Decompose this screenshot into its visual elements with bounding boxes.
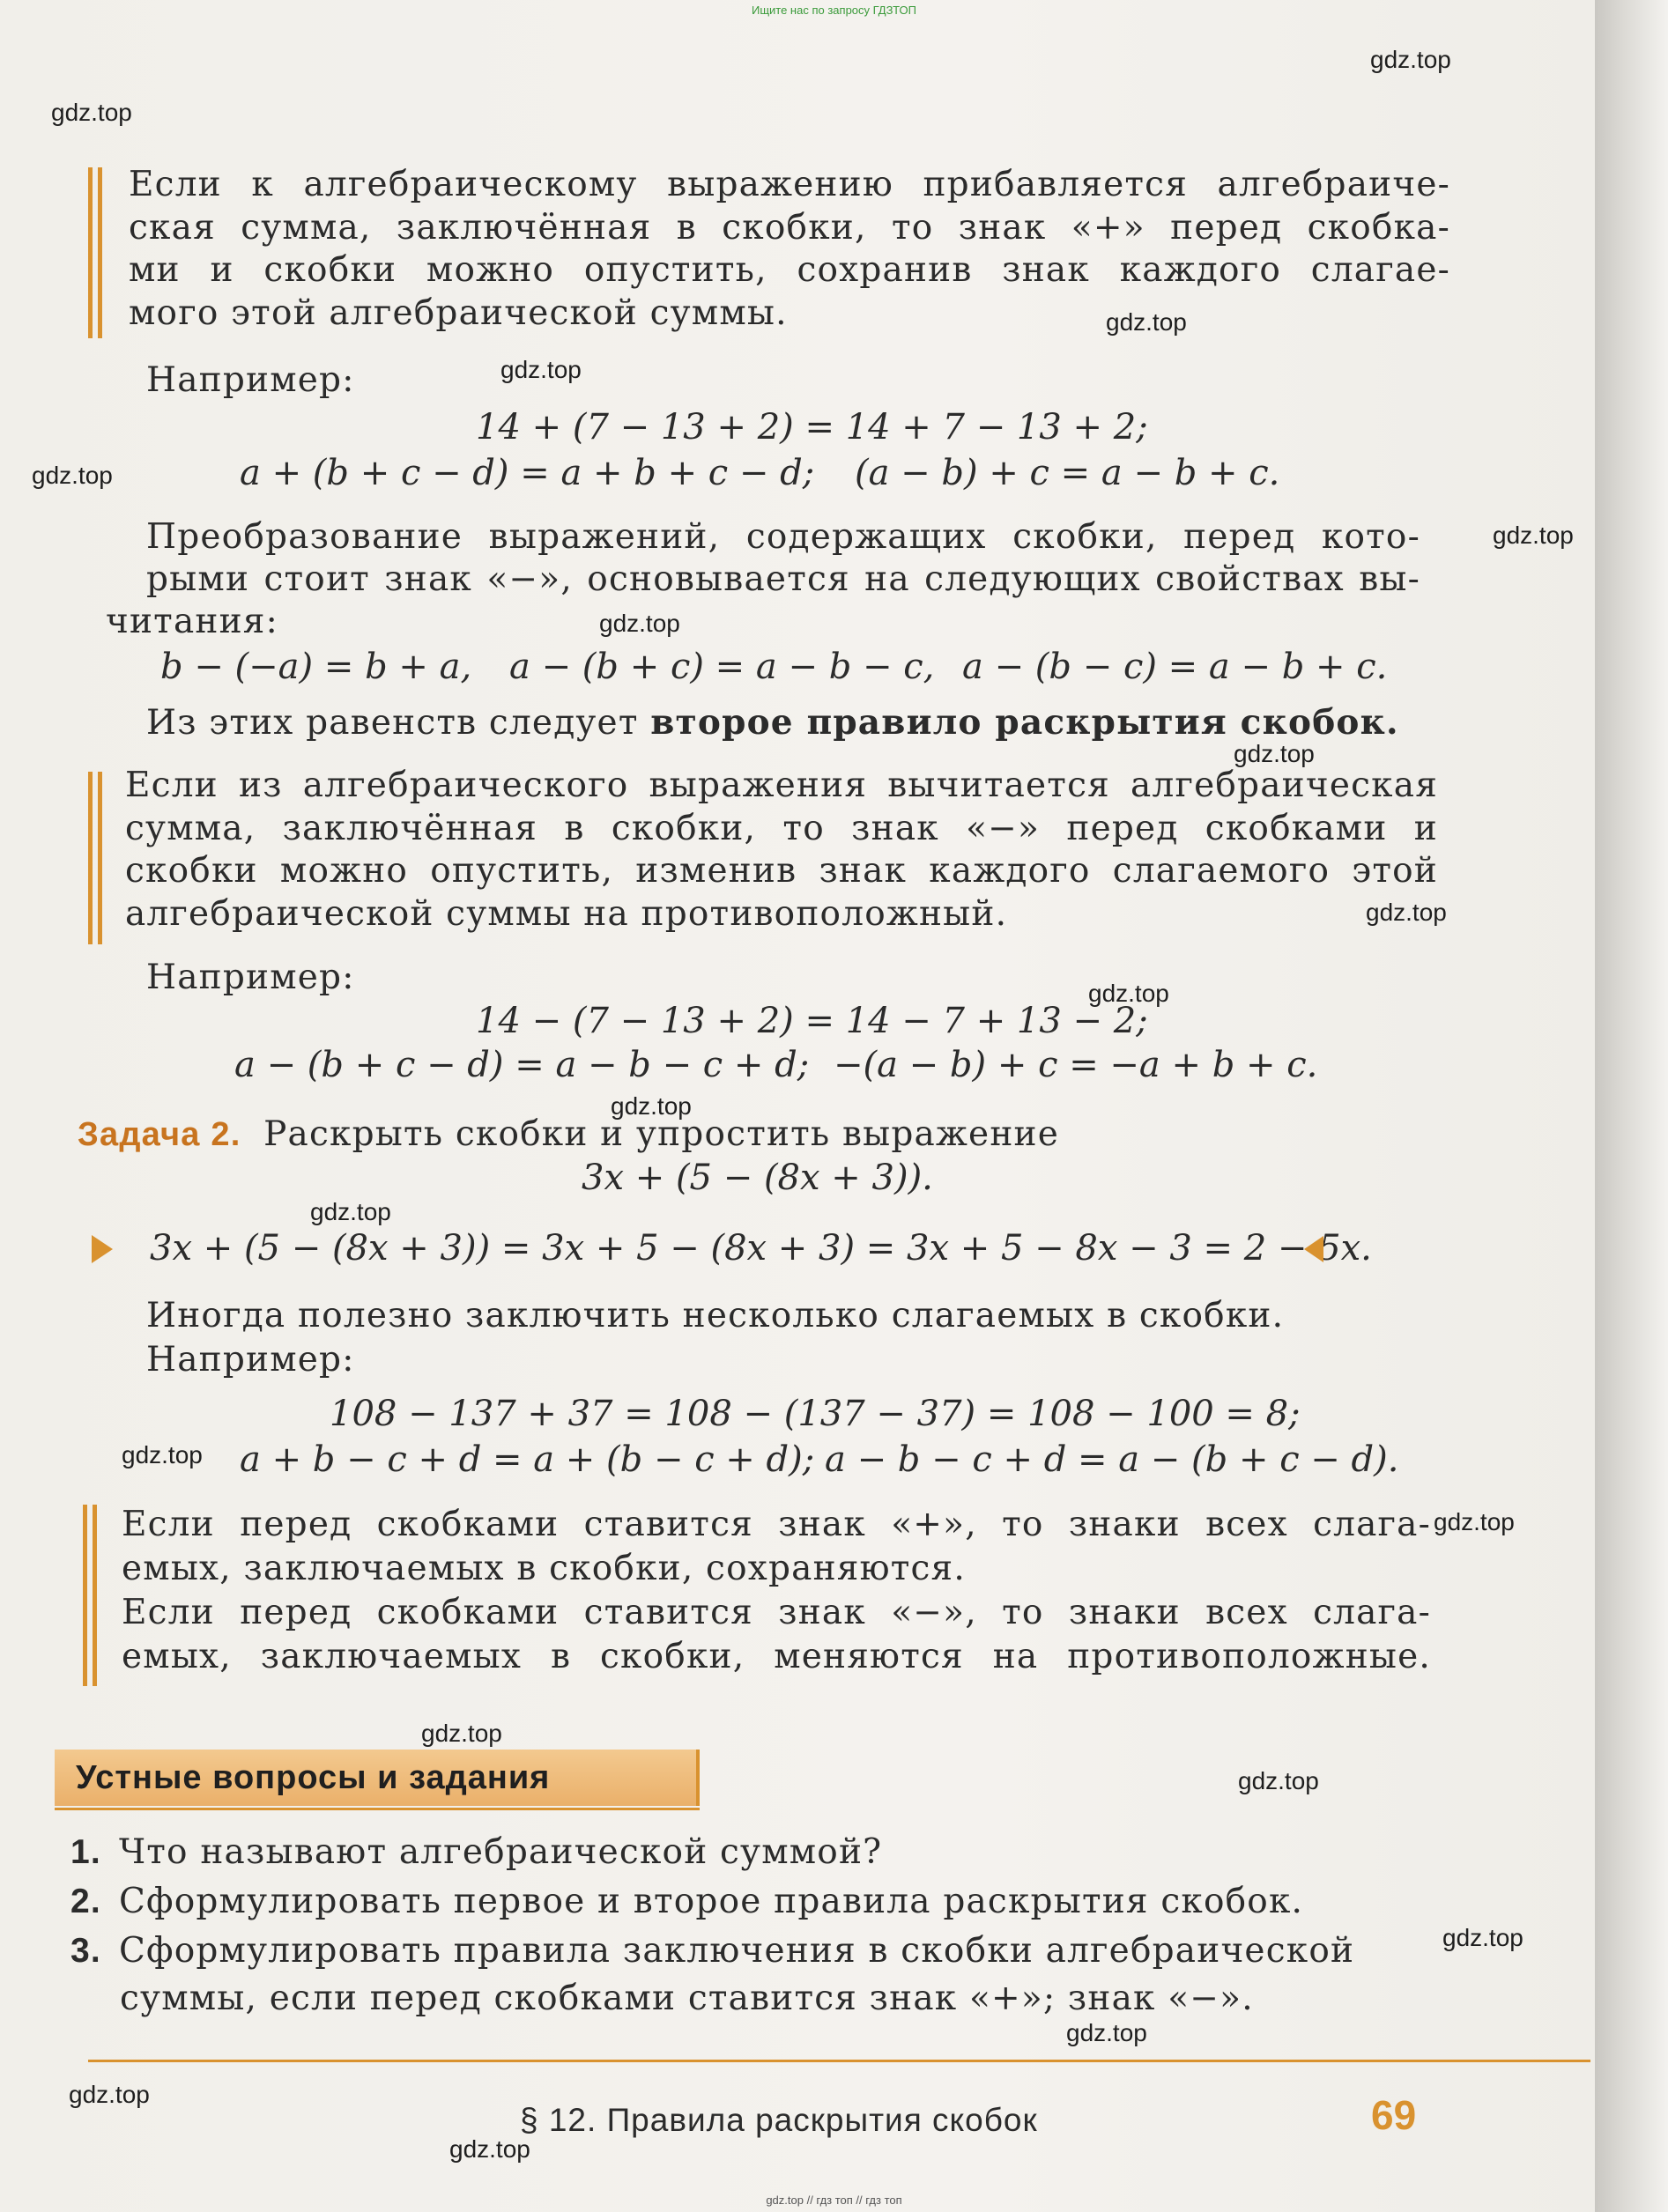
transform-paragraph: [146, 516, 1420, 601]
rule-3-line: емых, заключаемых в скобки, меняются на противоположные.: [122, 1637, 1431, 1676]
question-text-cont: суммы, если перед скобками ставится знак «+»; знак «−».: [120, 1979, 1254, 2018]
conclusion: [146, 701, 1399, 744]
question-text: Сформулировать первое и второе правила раскрытия скобок.: [118, 1882, 1304, 1921]
watermark: gdz.top: [611, 1092, 692, 1120]
example-label: Например:: [146, 360, 355, 400]
question-number: 2.: [70, 1883, 101, 1920]
book-spine: [1595, 0, 1668, 2212]
watermark: gdz.top: [421, 1720, 502, 1747]
transform-line: читания:: [106, 602, 278, 641]
watermark: gdz.top: [122, 1441, 203, 1469]
formula: −(a − b) + c = −a + b + c.: [834, 1045, 1318, 1085]
watermark: gdz.top: [500, 356, 582, 383]
page-number: 69: [1371, 2092, 1417, 2138]
rule-1-line: ми и скобки можно опустить, сохранив знак каждого слагае-: [129, 250, 1450, 290]
watermark: gdz.top: [449, 2135, 530, 2163]
watermark: gdz.top: [1434, 1508, 1515, 1535]
task-expression: 3x + (5 − (8x + 3)).: [582, 1158, 933, 1198]
questions-heading: Устные вопросы и задания: [55, 1750, 700, 1806]
formula: a − (b + c − d) = a − b − c + d;: [234, 1045, 810, 1085]
watermark: gdz.top: [1066, 2019, 1147, 2046]
question-item: [70, 1931, 1354, 1971]
task: [78, 1113, 1059, 1156]
watermark: gdz.top: [1442, 1924, 1523, 1951]
rule-1-line: Если к алгебраическому выражению прибавляется алгебраиче-: [129, 165, 1450, 204]
transform-line: Преобразование выражений, содержащих скобки, перед кото-: [146, 517, 1420, 557]
rule-3: [81, 1503, 1431, 1679]
section-title: § 12. Правила раскрытия скобок: [520, 2102, 1038, 2138]
watermark: gdz.top: [1370, 46, 1451, 73]
task-label: Задача 2.: [78, 1116, 241, 1153]
watermark: gdz.top: [1234, 740, 1315, 767]
watermark: gdz.top: [69, 2081, 150, 2108]
conclusion-text: Из этих равенств следует: [146, 703, 639, 743]
formula: 14 + (7 − 13 + 2) = 14 + 7 − 13 + 2;: [476, 407, 1148, 448]
subtraction-property: a − (b + c) = a − b − c,: [509, 647, 935, 687]
example-label: Например:: [146, 1340, 355, 1380]
question-item: [70, 1832, 882, 1872]
watermark: gdz.top: [1366, 899, 1447, 926]
rule-1-line: ская сумма, заключённая в скобки, то знак «+» перед скобка-: [129, 207, 1450, 248]
solution-start-icon: [92, 1235, 113, 1263]
question-item: [70, 1882, 1303, 1921]
rule-2-line: Если из алгебраического выражения вычитается алгебраическая: [125, 766, 1438, 805]
example-label: Например:: [146, 958, 355, 997]
rule-2-line: алгебраической суммы на противоположный.: [125, 893, 1008, 934]
watermark: gdz.top: [1238, 1767, 1319, 1794]
rule-2-line: скобки можно опустить, изменив знак каждого слагаемого этой: [125, 851, 1438, 891]
formula: (a − b) + c = a − b + c.: [855, 453, 1280, 493]
watermark: gdz.top: [310, 1198, 391, 1225]
task-text: Раскрыть скобки и упростить выражение: [263, 1114, 1060, 1154]
watermark: gdz.top: [599, 610, 680, 637]
rule-3-line: Если перед скобками ставится знак «−», то знаки всех слага-: [122, 1593, 1431, 1632]
transform-line: рыми стоит знак «−», основывается на следующих свойствах вы-: [146, 559, 1420, 599]
subtraction-property: a − (b − c) = a − b + c.: [962, 647, 1388, 687]
rule-3-line: Если перед скобками ставится знак «+», то знаки всех слага-: [122, 1505, 1431, 1544]
subtraction-property: b − (−a) = b + a,: [160, 647, 472, 687]
rule-2: [85, 765, 1438, 936]
formula: a + b − c + d = a + (b − c + d);: [240, 1439, 815, 1480]
formula: a − b − c + d = a − (b + c − d).: [825, 1439, 1399, 1480]
rule-1: [88, 164, 1450, 335]
divider: [55, 1808, 700, 1810]
formula: a + (b + c − d) = a + b + c − d;: [240, 453, 815, 493]
watermark: gdz.top: [1493, 522, 1574, 549]
watermark: gdz.top: [1106, 308, 1187, 336]
footer-divider: [88, 2060, 1590, 2062]
rule-3-line: емых, заключаемых в скобки, сохраняются.: [122, 1549, 966, 1588]
bottom-links: gdz.top // гдз топ // гдз топ: [766, 2194, 902, 2207]
question-text: Сформулировать правила заключения в скобки алгебраической: [118, 1931, 1355, 1971]
question-number: 3.: [70, 1932, 101, 1970]
watermark: gdz.top: [51, 99, 132, 126]
formula: 14 − (7 − 13 + 2) = 14 − 7 + 13 − 2;: [476, 1001, 1148, 1041]
solution-end-icon: [1304, 1236, 1323, 1262]
grouping-text: Иногда полезно заключить несколько слагаемых в скобки.: [146, 1296, 1285, 1335]
watermark: gdz.top: [32, 462, 113, 489]
task-solution: 3x + (5 − (8x + 3)) = 3x + 5 − (8x + 3) = 3x + 5 − 8x − 3 = 2 − 5x.: [150, 1228, 1372, 1269]
formula: 108 − 137 + 37 = 108 − (137 − 37) = 108 − 100 = 8;: [330, 1394, 1301, 1434]
rule-2-line: сумма, заключённая в скобки, то знак «−» перед скобками и: [125, 808, 1438, 848]
question-text: Что называют алгебраической суммой?: [118, 1832, 883, 1872]
watermark: gdz.top: [1088, 980, 1169, 1007]
rule-1-line: мого этой алгебраической суммы.: [129, 292, 788, 333]
question-number: 1.: [70, 1833, 101, 1871]
conclusion-bold: второе правило раскрытия скобок.: [650, 702, 1399, 743]
search-hint: Ищите нас по запросу ГДЗТОП: [751, 4, 916, 17]
